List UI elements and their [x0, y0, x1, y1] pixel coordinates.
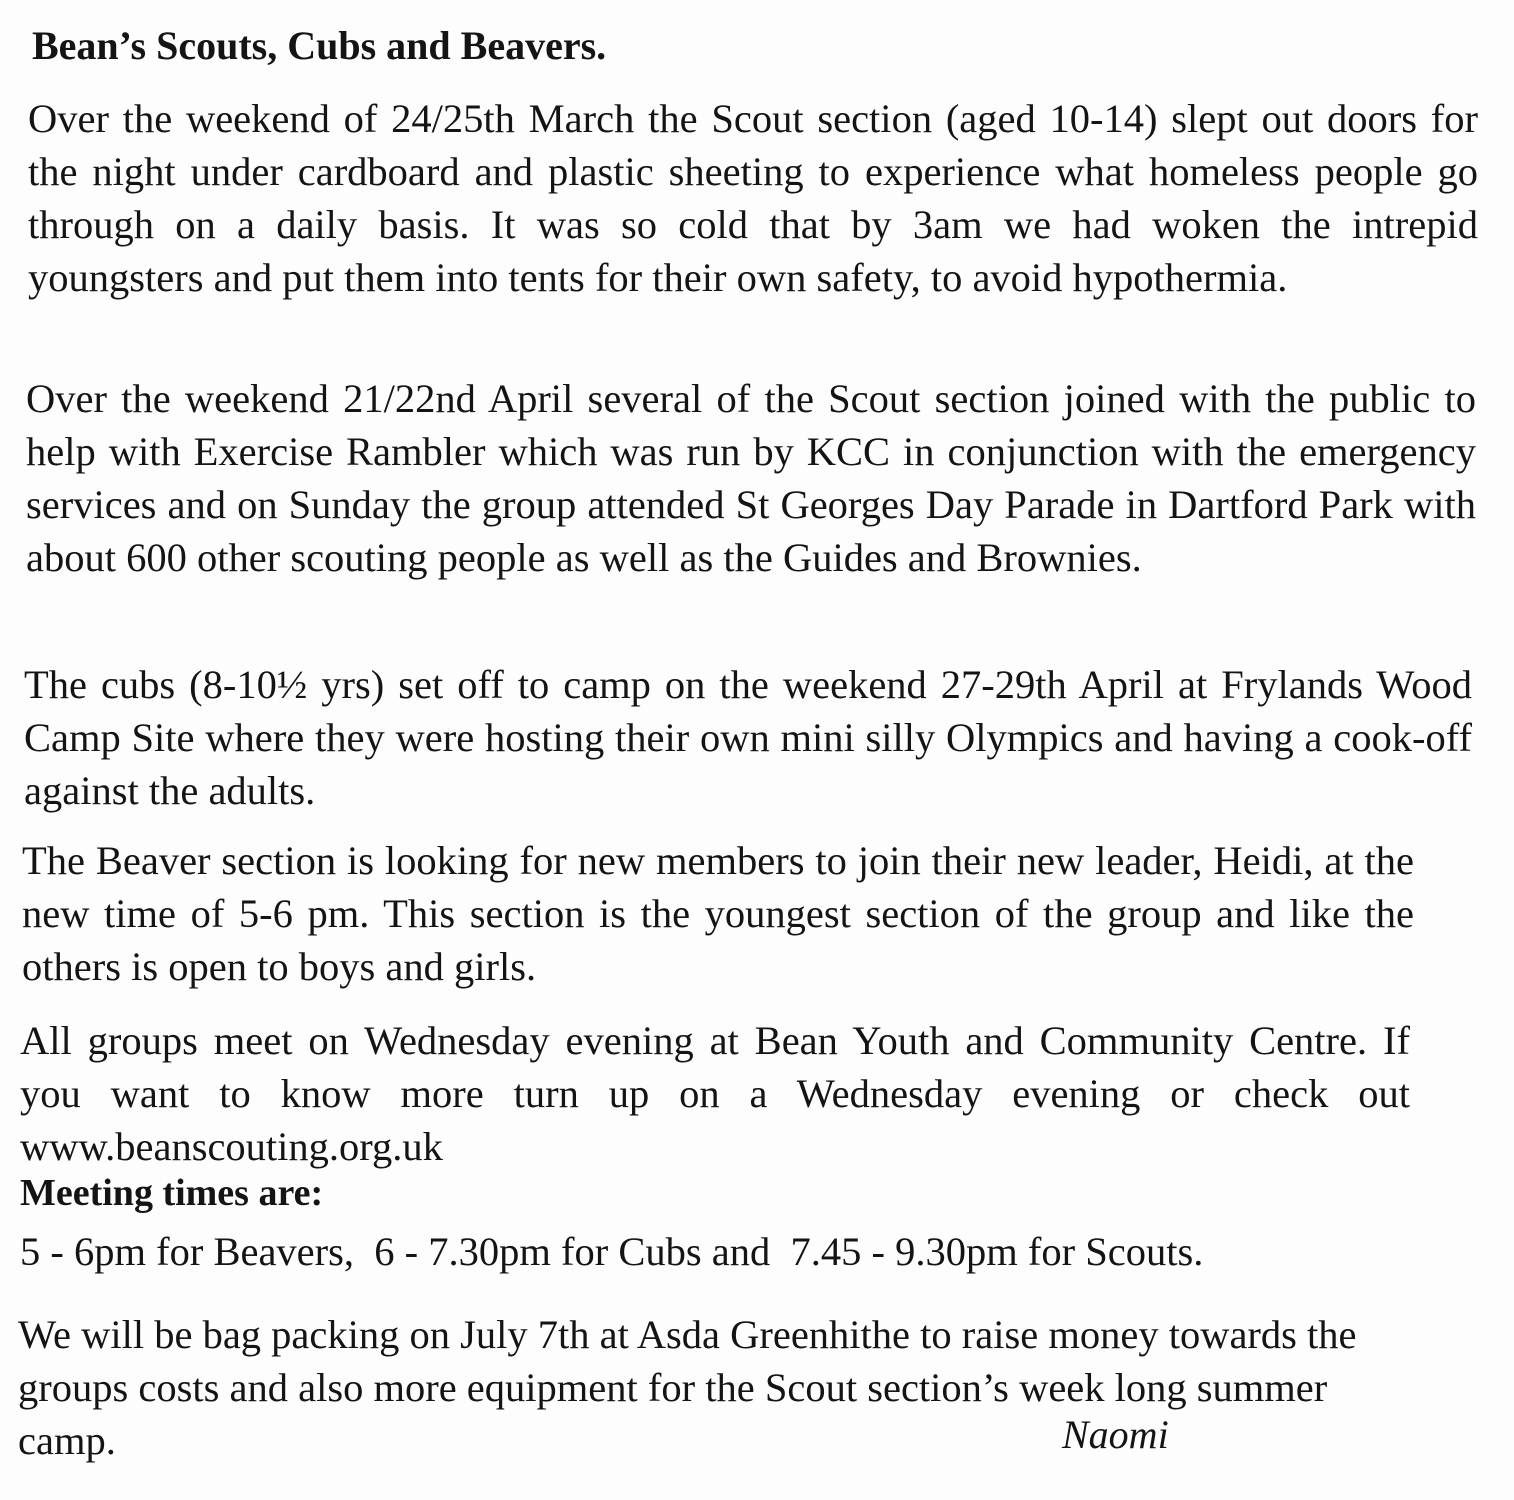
- meeting-times-line: 5 - 6pm for Beavers, 6 - 7.30pm for Cubs and 7.45 - 9.30pm for Scouts.: [20, 1229, 1204, 1274]
- author-signature: Naomi: [1062, 1412, 1169, 1457]
- paragraph-beaver-section: The Beaver section is looking for new members to join their new leader, Heidi, at the new time of 5-6 pm. This section is the youngest section of the group and like the others is open to boys and girls.: [22, 838, 1414, 989]
- paragraph-exercise-rambler: Over the weekend 21/22nd April several of the Scout section joined with the public to help with Exercise Rambler which was run by KCC in conjunction with the emergency services and on Sunday the group attended St Georges Day Parade in Dartford Park with about 600 other scouting people as well as the Guides and Brownies.: [26, 376, 1476, 580]
- paragraph-bag-packing: We will be bag packing on July 7th at Asda Greenhithe to raise money towards the groups costs and also more equipment for the Scout section’s week long summer camp.: [18, 1312, 1357, 1463]
- article-title: Bean’s Scouts, Cubs and Beavers.: [32, 23, 607, 68]
- paragraph-scout-sleepout: Over the weekend of 24/25th March the Scout section (aged 10-14) slept out doors for the night under cardboard and plastic sheeting to experience what homeless people go through on a daily basis. It was so cold that by 3am we had woken the intrepid youngsters and put them into tents for their own safety, to avoid hypothermia.: [28, 96, 1478, 300]
- paragraph-group-meetings: All groups meet on Wednesday evening at Bean Youth and Community Centre. If you want to know more turn up on a Wednesday evening or check out www.beanscouting.org.uk: [20, 1018, 1410, 1169]
- paragraph-cubs-camp: The cubs (8-10½ yrs) set off to camp on the weekend 27-29th April at Frylands Wood Camp Site where they were hosting their own mini silly Olympics and having a cook-off against the adults.: [24, 662, 1472, 813]
- meeting-times-heading: Meeting times are:: [20, 1172, 324, 1214]
